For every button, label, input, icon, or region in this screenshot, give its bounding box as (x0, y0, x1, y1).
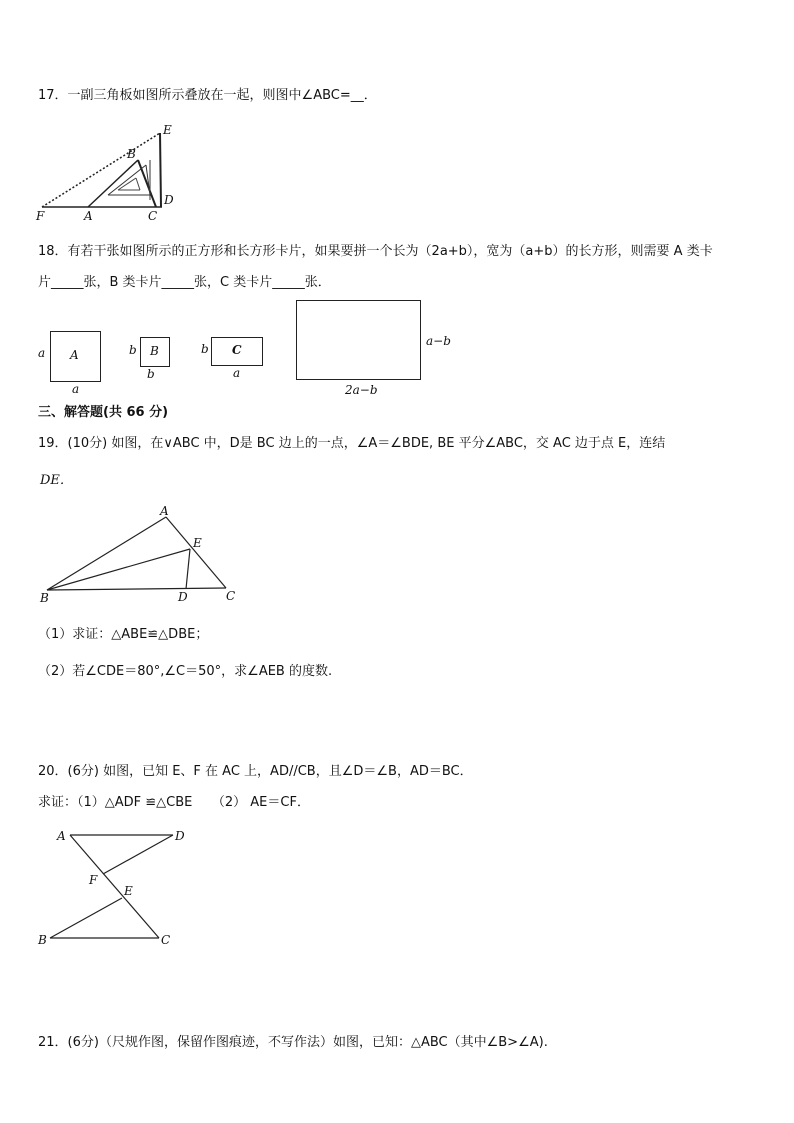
q17-label-C: C (148, 209, 158, 223)
card-a-bottom-label: a (72, 382, 80, 396)
q17-label-A: A (84, 209, 93, 223)
q17-label-E: E (163, 123, 172, 137)
q20-segment-BE (50, 898, 122, 938)
section-title: 三、解答题(共 66 分) (38, 405, 169, 420)
card-a-name: A (70, 348, 79, 362)
card-c-bottom-label: a (233, 366, 241, 380)
q20-label-A: A (57, 829, 66, 843)
card-b-bottom-label: b (147, 367, 155, 381)
q19-line1: 19．(10分) 如图，在∨ABC 中，D是 BC 边上的一点，∠A＝∠BDE, BE 平分∠ABC，交 AC 边于点 E，连结 (38, 436, 666, 451)
q17-label-D: D (164, 193, 174, 207)
q20-label-D: D (175, 829, 185, 843)
card-b-side-label: b (129, 343, 137, 357)
q19-label-B: B (40, 591, 49, 605)
q18-line1: 18．有若干张如图所示的正方形和长方形卡片，如果要拼一个长为（2a+b），宽为（a+b）的长方形，则需要 A 类卡 (38, 244, 713, 259)
q19-part2: （2）若∠CDE＝80°,∠C＝50°，求∠AEB 的度数. (38, 664, 333, 679)
q20-label-E: E (124, 884, 133, 898)
q20-label-B: B (38, 933, 47, 947)
q19-label-A: A (160, 504, 169, 518)
card-c-name: C (232, 343, 242, 357)
q19-part1: （1）求证：△ABE≌△DBE； (38, 627, 209, 642)
q17-label-B: B (127, 147, 136, 161)
q20-line1: 20．(6分) 如图，已知 E、F 在 AC 上，AD//CB，且∠D＝∠B，AD＝BC． (38, 764, 473, 779)
q17-label-F: F (36, 209, 45, 223)
q17-text: 17．一副三角板如图所示叠放在一起，则图中∠ABC=__． (38, 88, 377, 103)
card-b-name: B (150, 344, 159, 358)
rect-right-label: a−b (426, 334, 451, 348)
q18-line2: 片_____张，B 类卡片_____张，C 类卡片_____张． (38, 275, 331, 290)
q21-line1: 21．(6分)（尺规作图，保留作图痕迹，不写作法）如图，已知：△ABC（其中∠B>∠A). (38, 1035, 548, 1050)
q20-label-C: C (161, 933, 171, 947)
q19-line2: DE． (40, 473, 73, 488)
card-c-side-label: b (201, 342, 209, 356)
q19-label-E: E (193, 536, 202, 550)
q20-line2: 求证：（1）△ADF ≌△CBE （2） AE＝CF． (38, 795, 310, 810)
card-a-side-label: a (38, 346, 46, 360)
q20-label-F: F (89, 873, 98, 887)
q19-label-D: D (178, 590, 188, 604)
rect-bottom-label: 2a−b (345, 383, 378, 397)
q20-segment-DF (103, 835, 173, 874)
q19-label-C: C (226, 589, 236, 603)
